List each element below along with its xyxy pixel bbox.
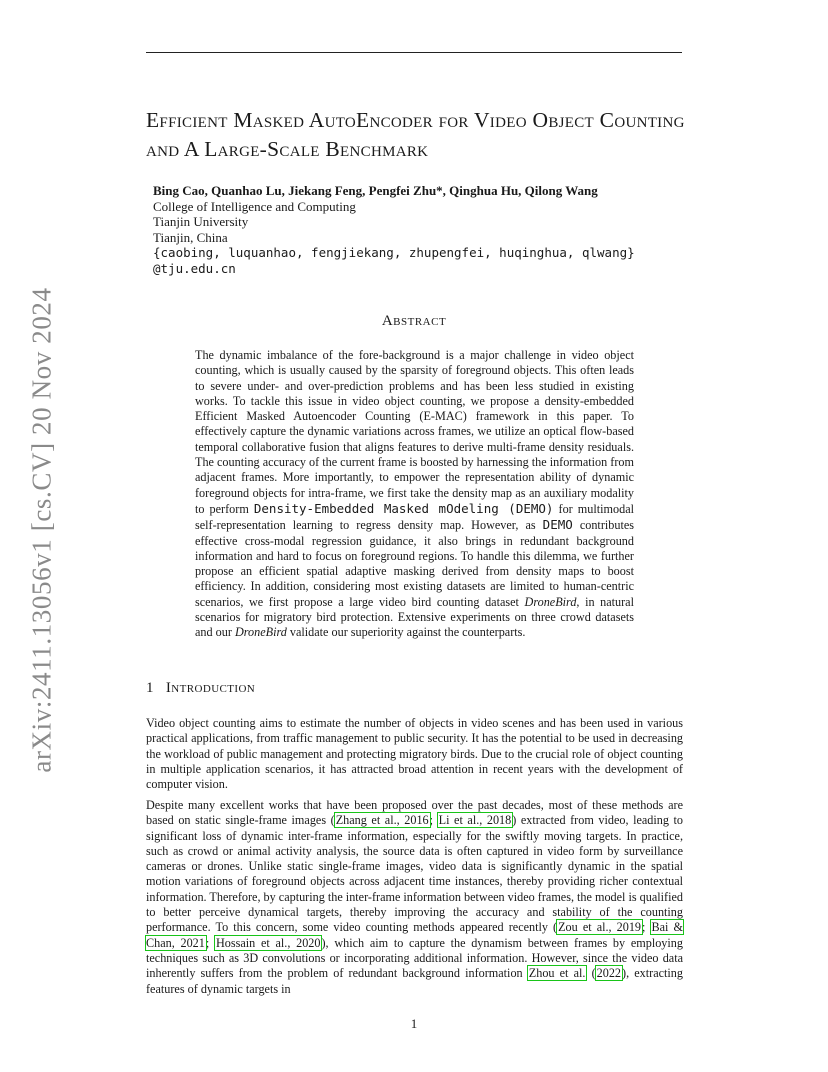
citation-link[interactable]: Zou et al., 2019 [558,920,642,935]
affiliation-line: Tianjin, China [153,229,228,245]
citation-link[interactable]: 2022 [596,966,622,981]
section-title: Introduction [165,680,256,696]
abstract-text-part: for multimodal self-representation learning to regress density map. However, as [195,501,635,533]
citation-separator: ; [205,935,215,950]
paragraph-text: Despite many excellent works that have been proposed over the past decades, most of these methods are based on static single-frame images ( [146,798,683,828]
abstract-text-part: The dynamic imbalance of the fore-background is a major challenge in video object counting, which is usually caused by the sparsity of foreground objects. This often leads to severe under- and over-prediction problems and has been less studied in existing works. To tackle this issue in video object counting, we propose a density-embedded Efficient Masked Autoencoder Counting (E-MAC) framework in this paper. To effectively capture the dynamic variations across frames, we utilize an optical flow-based temporal collaborative fusion that aligns features to derive multi-frame density residuals. The counting accuracy of the current frame is boosted by harnessing the information from adjacent frames. More importantly, to empower the representation ability of dynamic foreground objects for intra-frame, we first take the density map as an auxiliary modality to perform [195,348,634,516]
citation-link[interactable]: Bai & Chan, 2021 [146,920,683,950]
dataset-name: DroneBird [524,594,577,609]
affiliation-line: College of Intelligence and Computing [153,198,356,214]
page-number: 1 [410,1016,418,1031]
paper-title: Efficient Masked AutoEncoder for Video Object Counting and A Large-Scale Benchmark [146,108,685,161]
citation-separator: ; [642,920,651,935]
abstract-text [195,348,634,641]
abstract-text-part: contributes effective cross-modal regression guidance, it also brings in redundant background information and hard to focus on foreground regions. To handle this dilemma, we further propose an efficient spatial adaptive masking derived from density maps to boost efficiency. In addition, considering most existing datasets are limited to human-centric scenarios, we first propose a large video bird counting dataset [195,518,634,609]
author-names: Bing Cao, Quanhao Lu, Jiekang Feng, Pengfei Zhu*, Qinghua Hu, Qilong Wang [153,183,598,198]
demo-term: Density-Embedded Masked mOdeling (DEMO) [253,500,554,516]
citation-separator: ; [429,813,438,828]
section-heading [146,680,255,697]
abstract-text-part: validate our superiority against the counterparts. [286,625,526,640]
author-emails: {caobing, luquanhao, fengjiekang, zhupengfei, huqinghua, qlwang} [153,245,635,260]
paragraph-text: ) extracted from video, leading to significant loss of dynamic inter-frame information, especially for the swiftly moving targets. In practice, such as crowd or animal activity analysis, the source data is often captured in video form by surveillance cameras or drones. Unlike static single-frame images, video data is significantly dynamic in the spatial motion variations of foreground objects across adjacent time instances, thereby providing richer contextual information. Therefore, by capturing the inter-frame information between video frames, the model is qualified to better perceive dynamical targets, thereby improving the accuracy and stability of the counting performance. To this concern, some video counting methods appeared recently ( [146,813,684,935]
author-block [153,183,693,276]
section-number: 1 [146,680,154,696]
citation-link[interactable]: Li et al., 2018 [438,813,512,828]
demo-short: DEMO [542,517,573,533]
paragraph-text: ), extracting features of dynamic targets in [146,966,683,996]
citation-link[interactable]: Zhang et al., 2016 [335,813,429,828]
abstract-text-part: , in natural scenarios for migratory bird protection. Extensive experiments on three crowd datasets and our [195,594,634,640]
email-domain: @tju.edu.cn [153,260,236,276]
intro-paragraph-2 [146,798,683,997]
intro-paragraph-1: Video object counting aims to estimate the number of objects in video scenes and has been used in various practical applications, from traffic management to public security. It has the potential to be used in decreasing the workload of public management and protecting migratory birds. Due to the crucial role of object counting in multiple application scenarios, it has attracted broad attention in recent years with the development of computer vision. [146,716,683,792]
citation-link[interactable]: Zhou et al. [528,966,586,981]
citation-separator: ( [586,966,596,981]
top-rule [146,52,682,53]
affiliation-line: Tianjin University [153,214,249,229]
citation-link[interactable]: Hossain et al., 2020 [215,935,321,950]
abstract-heading: Abstract [381,313,447,329]
dataset-name: DroneBird [234,625,287,640]
arxiv-stamp[interactable]: arXiv:2411.13056v1 [cs.CV] 20 Nov 2024 [26,287,57,773]
paragraph-text: ), which aim to capture the dynamism between frames by employing techniques such as 3D convolutions or incorporating additional information. However, since the video data inherently suffers from the problem of redundant background information [146,935,683,981]
